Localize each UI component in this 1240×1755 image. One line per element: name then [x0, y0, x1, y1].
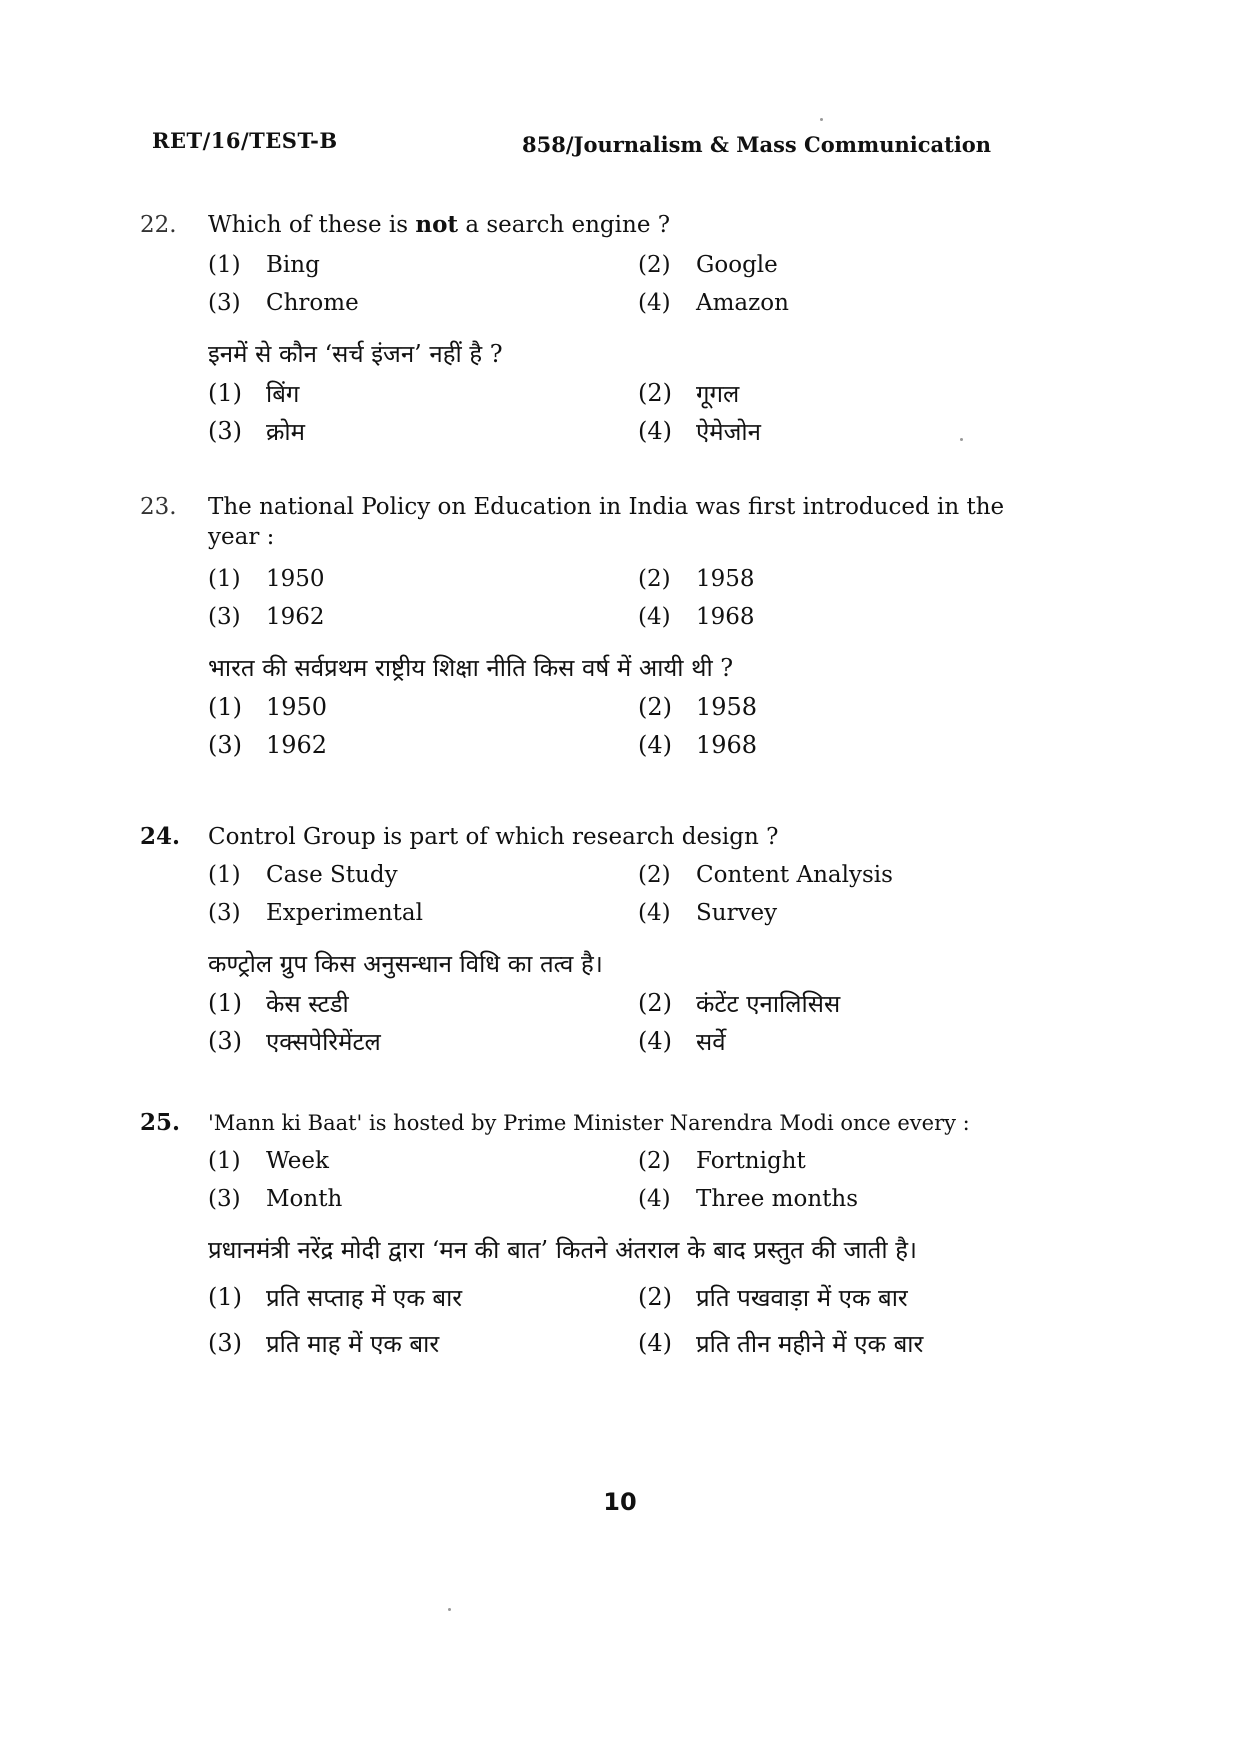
- option-1: (1) प्रति सप्ताह में एक बार: [208, 1283, 463, 1312]
- option-3: (3) Month: [208, 1186, 343, 1212]
- option-2: (2) 1958: [638, 693, 758, 721]
- option-2: (2) Google: [638, 252, 778, 278]
- question-number: 25.: [140, 1109, 181, 1136]
- option-4: (4) 1968: [638, 604, 755, 630]
- question-number: 24.: [140, 823, 181, 850]
- option-4: (4) Survey: [638, 900, 778, 926]
- question-22: [140, 210, 1060, 450]
- question-text-hi: भारत की सर्वप्रथम राष्ट्रीय शिक्षा नीति किस वर्ष में आयी थी ?: [208, 654, 734, 682]
- option-4: (4) Amazon: [638, 290, 789, 316]
- options-en: [208, 856, 1060, 932]
- option-4: (4) ऐमेजोन: [638, 417, 761, 446]
- question-number: 23.: [140, 494, 177, 520]
- options-en: [208, 246, 1060, 322]
- option-2: (2) 1958: [638, 566, 755, 592]
- option-1: (1) केस स्टडी: [208, 989, 349, 1018]
- question-number: 22.: [140, 212, 177, 238]
- option-2: (2) प्रति पखवाड़ा में एक बार: [638, 1283, 908, 1312]
- scan-speck: [448, 1608, 451, 1611]
- question-text-hi: प्रधानमंत्री नरेंद्र मोदी द्वारा ‘मन की बात’ कितने अंतराल के बाद प्रस्तुत की जाती है।: [208, 1236, 918, 1264]
- option-4: (4) Three months: [638, 1186, 859, 1212]
- option-1: (1) 1950: [208, 693, 328, 721]
- option-3: (3) Experimental: [208, 900, 423, 926]
- options-hi: [208, 688, 1060, 764]
- question-text-en: Control Group is part of which research design ?: [208, 824, 779, 850]
- question-text-hi: कण्ट्रोल ग्रुप किस अनुसन्धान विधि का तत्व है।: [208, 950, 603, 978]
- question-text-en: 'Mann ki Baat' is hosted by Prime Minister Narendra Modi once every :: [208, 1111, 970, 1135]
- question-text-en: The national Policy on Education in India was first introduced in the year :: [208, 494, 1005, 550]
- question-text-en: Which of these is not a search engine ?: [208, 211, 671, 238]
- question-25: [140, 1108, 1060, 1366]
- options-hi: [208, 374, 1060, 450]
- emphasis: not: [415, 211, 459, 238]
- option-2: (2) गूगल: [638, 379, 740, 408]
- options-hi: [208, 984, 1060, 1060]
- option-1: (1) Case Study: [208, 862, 398, 888]
- option-2: (2) कंटेंट एनालिसिस: [638, 989, 841, 1018]
- options-hi: [208, 1274, 1060, 1366]
- option-2: (2) Content Analysis: [638, 862, 893, 888]
- option-1: (1) बिंग: [208, 379, 300, 408]
- option-3: (3) 1962: [208, 731, 328, 759]
- option-1: (1) Bing: [208, 252, 320, 278]
- option-3: (3) क्रोम: [208, 417, 305, 446]
- page-number: 10: [603, 1488, 637, 1516]
- option-1: (1) Week: [208, 1148, 329, 1174]
- exam-code: RET/16/TEST-B: [152, 128, 338, 153]
- option-3: (3) 1962: [208, 604, 325, 630]
- scan-speck: [960, 438, 963, 441]
- question-24: [140, 822, 1060, 1060]
- scan-speck: [820, 118, 823, 121]
- option-4: (4) 1968: [638, 731, 758, 759]
- question-text-hi: इनमें से कौन ‘सर्च इंजन’ नहीं है ?: [208, 340, 503, 368]
- option-3: (3) Chrome: [208, 290, 359, 316]
- question-23: [140, 492, 1060, 764]
- option-3: (3) प्रति माह में एक बार: [208, 1329, 440, 1358]
- options-en: [208, 560, 1060, 636]
- subject-title: 858/Journalism & Mass Communication: [522, 132, 992, 157]
- option-4: (4) प्रति तीन महीने में एक बार: [638, 1329, 924, 1358]
- option-3: (3) एक्सपेरिमेंटल: [208, 1027, 381, 1056]
- option-2: (2) Fortnight: [638, 1148, 806, 1174]
- options-en: [208, 1142, 1060, 1218]
- option-1: (1) 1950: [208, 566, 325, 592]
- option-4: (4) सर्वे: [638, 1027, 726, 1056]
